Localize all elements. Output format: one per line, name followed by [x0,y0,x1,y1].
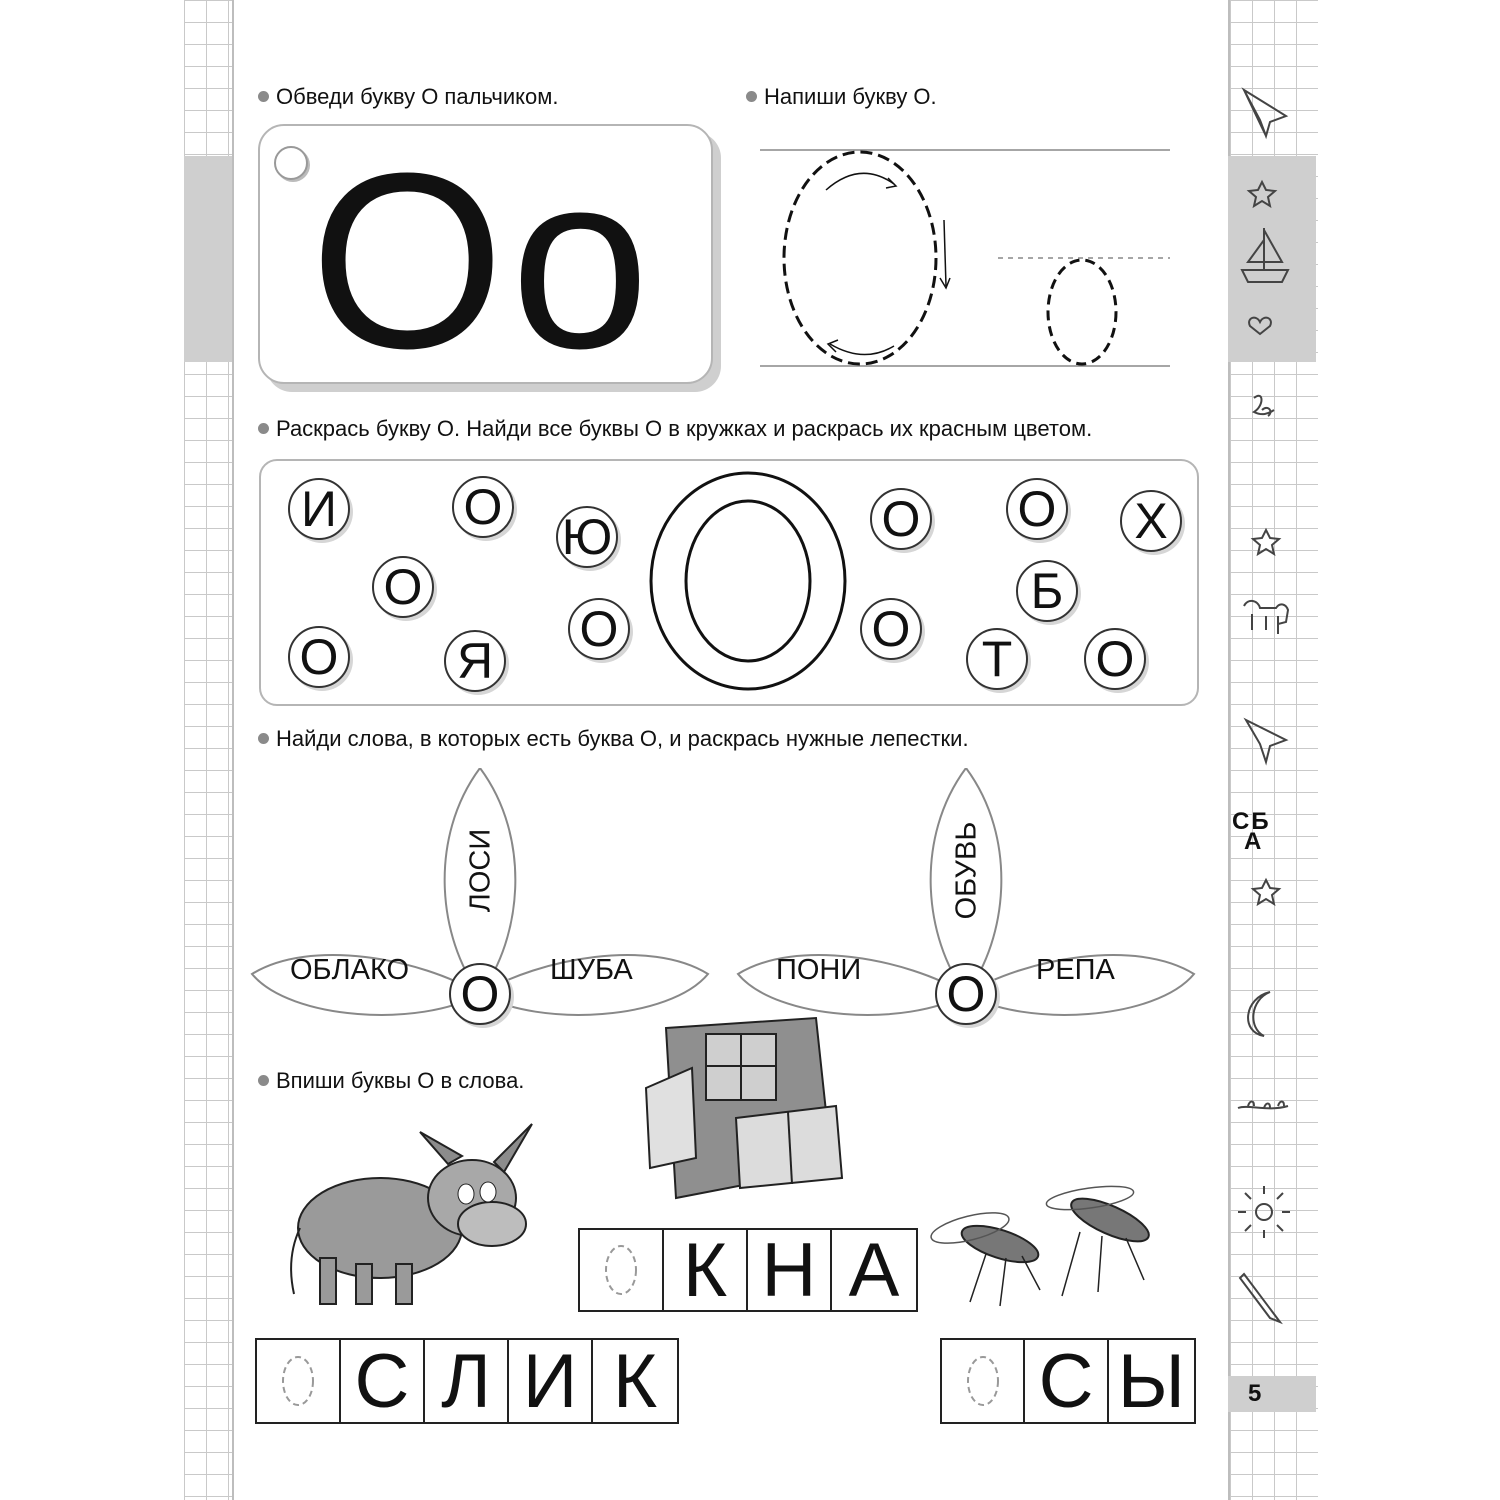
sidebar-doodles [1230,0,1316,1400]
paper-plane-icon [1246,720,1286,762]
instruction-trace: Обведи букву О пальчиком. [258,84,559,110]
sidebar-letters-bottom: А [1244,828,1264,855]
sun-icon [1238,1186,1290,1238]
dog-toy-icon [1244,601,1288,634]
sidebar-letters-top: СБ [1232,808,1271,835]
instruction-color: Раскрась букву О. Найди все буквы О в кружках и раскрась их красным цветом. [258,416,1092,442]
petal-word-right: РЕПА [1036,954,1115,986]
petal-word-right: ШУБА [550,954,633,986]
donkey-illustration [280,1118,545,1308]
letter-circle[interactable]: И [288,478,350,540]
pencil-icon [1240,1274,1280,1322]
paper-plane-icon [1244,90,1286,136]
letter-circle[interactable]: О [568,598,630,660]
petal-word-top: ОБУВЬ [950,821,983,920]
moon-icon [1248,992,1270,1036]
blank-cell[interactable] [257,1340,341,1422]
letter-circle[interactable]: Т [966,628,1028,690]
letter-cell: А [848,1227,900,1313]
letter-cell: К [664,1230,748,1310]
page-number: 5 [1228,1376,1316,1412]
flower-center-circle[interactable]: О [935,963,997,1025]
star-icon [1253,880,1279,904]
instruction-write: Напиши букву О. [746,84,937,110]
letter-circle[interactable]: О [1006,478,1068,540]
letter-circle[interactable]: Ю [556,506,618,568]
curl-icon [1254,396,1274,416]
blank-cell[interactable] [942,1340,1025,1422]
sailboat-icon [1242,228,1288,282]
blank-cell[interactable] [580,1230,664,1310]
letter-cell: С [1025,1340,1108,1422]
instruction-petals: Найди слова, в которых есть буква О, и раскрась нужные лепестки. [258,726,969,752]
letter-circle[interactable]: Я [444,630,506,692]
star-icon [1249,182,1275,206]
letter-circle[interactable]: О [870,488,932,550]
word-osy [940,1338,1196,1424]
letter-circle[interactable]: Х [1120,490,1182,552]
letter-cell: Ы [1117,1338,1185,1424]
letter-circle[interactable]: О [288,626,350,688]
star-icon [1253,530,1279,554]
petal-word-top: ЛОСИ [464,828,497,913]
wasps-illustration [930,1180,1180,1308]
left-gray-band [184,156,232,362]
letter-circle[interactable]: Б [1016,560,1078,622]
card-hole [274,146,308,180]
petal-word-left: ПОНИ [776,954,862,986]
letter-circle[interactable]: О [1084,628,1146,690]
word-oslik [255,1338,679,1424]
card-letters[interactable]: Оо [310,121,656,400]
big-outline-o[interactable] [648,470,848,692]
flower-center-circle[interactable]: О [449,963,511,1025]
windows-illustration [636,1008,852,1204]
vine-icon [1238,1102,1288,1109]
dashed-small-o [1048,260,1116,364]
heart-icon [1249,318,1271,334]
letter-circle[interactable]: О [452,476,514,538]
letter-circle[interactable]: О [860,598,922,660]
letter-circle[interactable]: О [372,556,434,618]
letter-cell: Н [748,1230,832,1310]
letter-cell: И [509,1340,593,1422]
instruction-fill: Впиши буквы О в слова. [258,1068,524,1094]
letter-cell: Л [425,1340,509,1422]
word-okna [578,1228,918,1312]
writing-lines[interactable] [760,140,1172,370]
petal-word-left: ОБЛАКО [290,954,410,986]
letter-cell: С [341,1340,425,1422]
dashed-big-o [784,152,936,364]
sidebar-letters [1232,808,1271,855]
letter-cell: К [612,1338,658,1424]
